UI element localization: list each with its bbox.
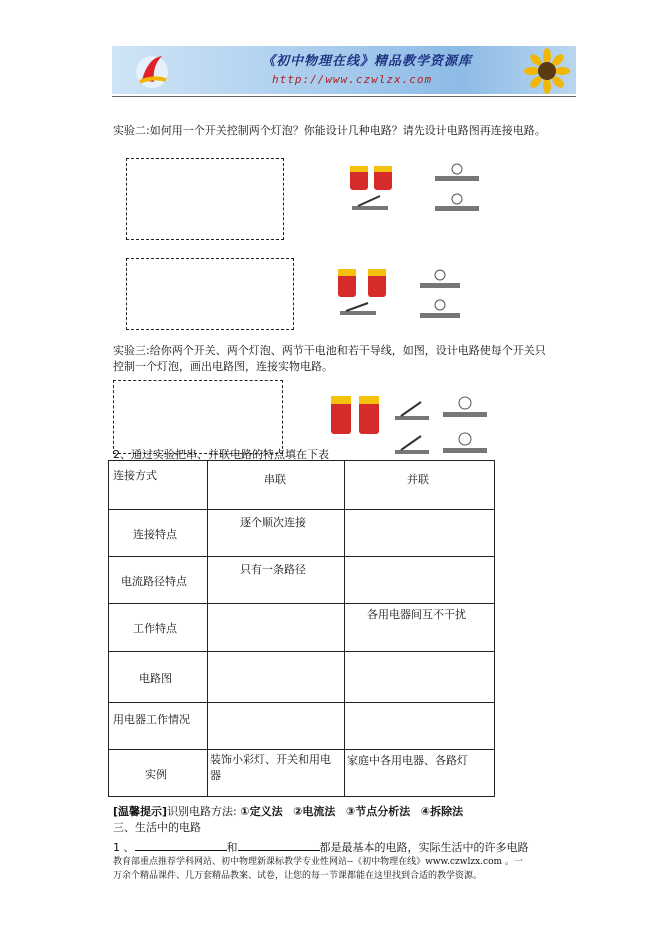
- switch-icon: [352, 196, 388, 210]
- bulb-holder-icon: [443, 397, 487, 453]
- table-row: 电流路径特点 只有一条路径: [109, 557, 495, 604]
- banner-title: 《初中物理在线》精品教学资源库: [262, 54, 473, 69]
- method-3: ③节点分析法: [345, 805, 411, 818]
- battery-icon: [350, 166, 392, 190]
- footer-line-1: 教育部重点推荐学科网站、初中物理新课标教学专业性网站--《初中物理在线》www.czwlzx.com 。一: [113, 857, 523, 867]
- circuit-drawing-box-2: [126, 258, 294, 330]
- experiment3-text: 实验三:给你两个开关、两个灯泡、两节干电池和若干导线，如图，设计电路使每个开关只控制一个灯泡，画出电路图，连接实物电路。: [113, 344, 546, 373]
- switch-icon: [340, 303, 376, 315]
- section-3-heading: 三、生活中的电路: [113, 821, 201, 834]
- header-parallel: 并联: [407, 473, 429, 486]
- table-row: 实例 装饰小彩灯、开关和用电器 家庭中各用电器、各路灯: [109, 750, 495, 797]
- bulb-holder-icon: [420, 270, 460, 318]
- header-banner: [112, 46, 576, 94]
- header-connection-type: 连接方式: [113, 469, 157, 482]
- site-logo-icon: [132, 50, 172, 90]
- tip-label: [温馨提示]: [113, 805, 168, 818]
- battery-icon: [338, 269, 386, 297]
- table-header-row: [109, 461, 495, 510]
- table-intro: 2、通过实验把串、并联电路的特点填在下表: [113, 448, 329, 461]
- experiment2-heading: 实验二:: [113, 124, 150, 137]
- method-1: ①定义法: [240, 805, 283, 818]
- experiment3-heading: 实验三:: [113, 344, 150, 357]
- table-row: 连接特点 逐个顺次连接: [109, 510, 495, 557]
- tip-line: [温馨提示]识别电路方法: ①定义法 ②电流法 ③节点分析法 ④拆除法: [113, 805, 464, 818]
- table-row: 用电器工作情况: [109, 703, 495, 750]
- bulb-holder-icon: [435, 164, 479, 211]
- component-set-2: [330, 265, 480, 325]
- header-divider: [112, 96, 576, 97]
- circuit-drawing-box-1: [126, 158, 284, 240]
- switch-icon: [395, 402, 429, 454]
- circuit-comparison-table: [108, 460, 495, 797]
- method-4: ④拆除法: [420, 805, 464, 818]
- blank-2[interactable]: [238, 838, 320, 851]
- table-row: 电路图: [109, 652, 495, 703]
- fill-blank-line: 1 、 和 都是最基本的电路，实际生活中的许多电路: [113, 838, 529, 856]
- footer-line-2: 万余个精品课件、几万套精品教案、试卷，让您的每一节课都能在这里找到合适的教学资源。: [113, 871, 483, 881]
- banner-url: http://www.czwlzx.com: [272, 73, 433, 86]
- table-row: 工作特点 各用电器间互不干扰: [109, 604, 495, 652]
- blank-1[interactable]: [135, 838, 227, 851]
- circuit-drawing-box-3: [113, 380, 283, 454]
- method-2: ②电流法: [293, 805, 336, 818]
- header-series: 串联: [264, 473, 286, 486]
- battery-icon: [331, 396, 379, 434]
- component-set-3: [325, 390, 495, 460]
- sunflower-icon: [522, 48, 572, 94]
- experiment2-text: 实验二:如何用一个开关控制两个灯泡？你能设计几种电路？请先设计电路图再连接电路。: [113, 124, 546, 137]
- component-set-1: [340, 158, 490, 218]
